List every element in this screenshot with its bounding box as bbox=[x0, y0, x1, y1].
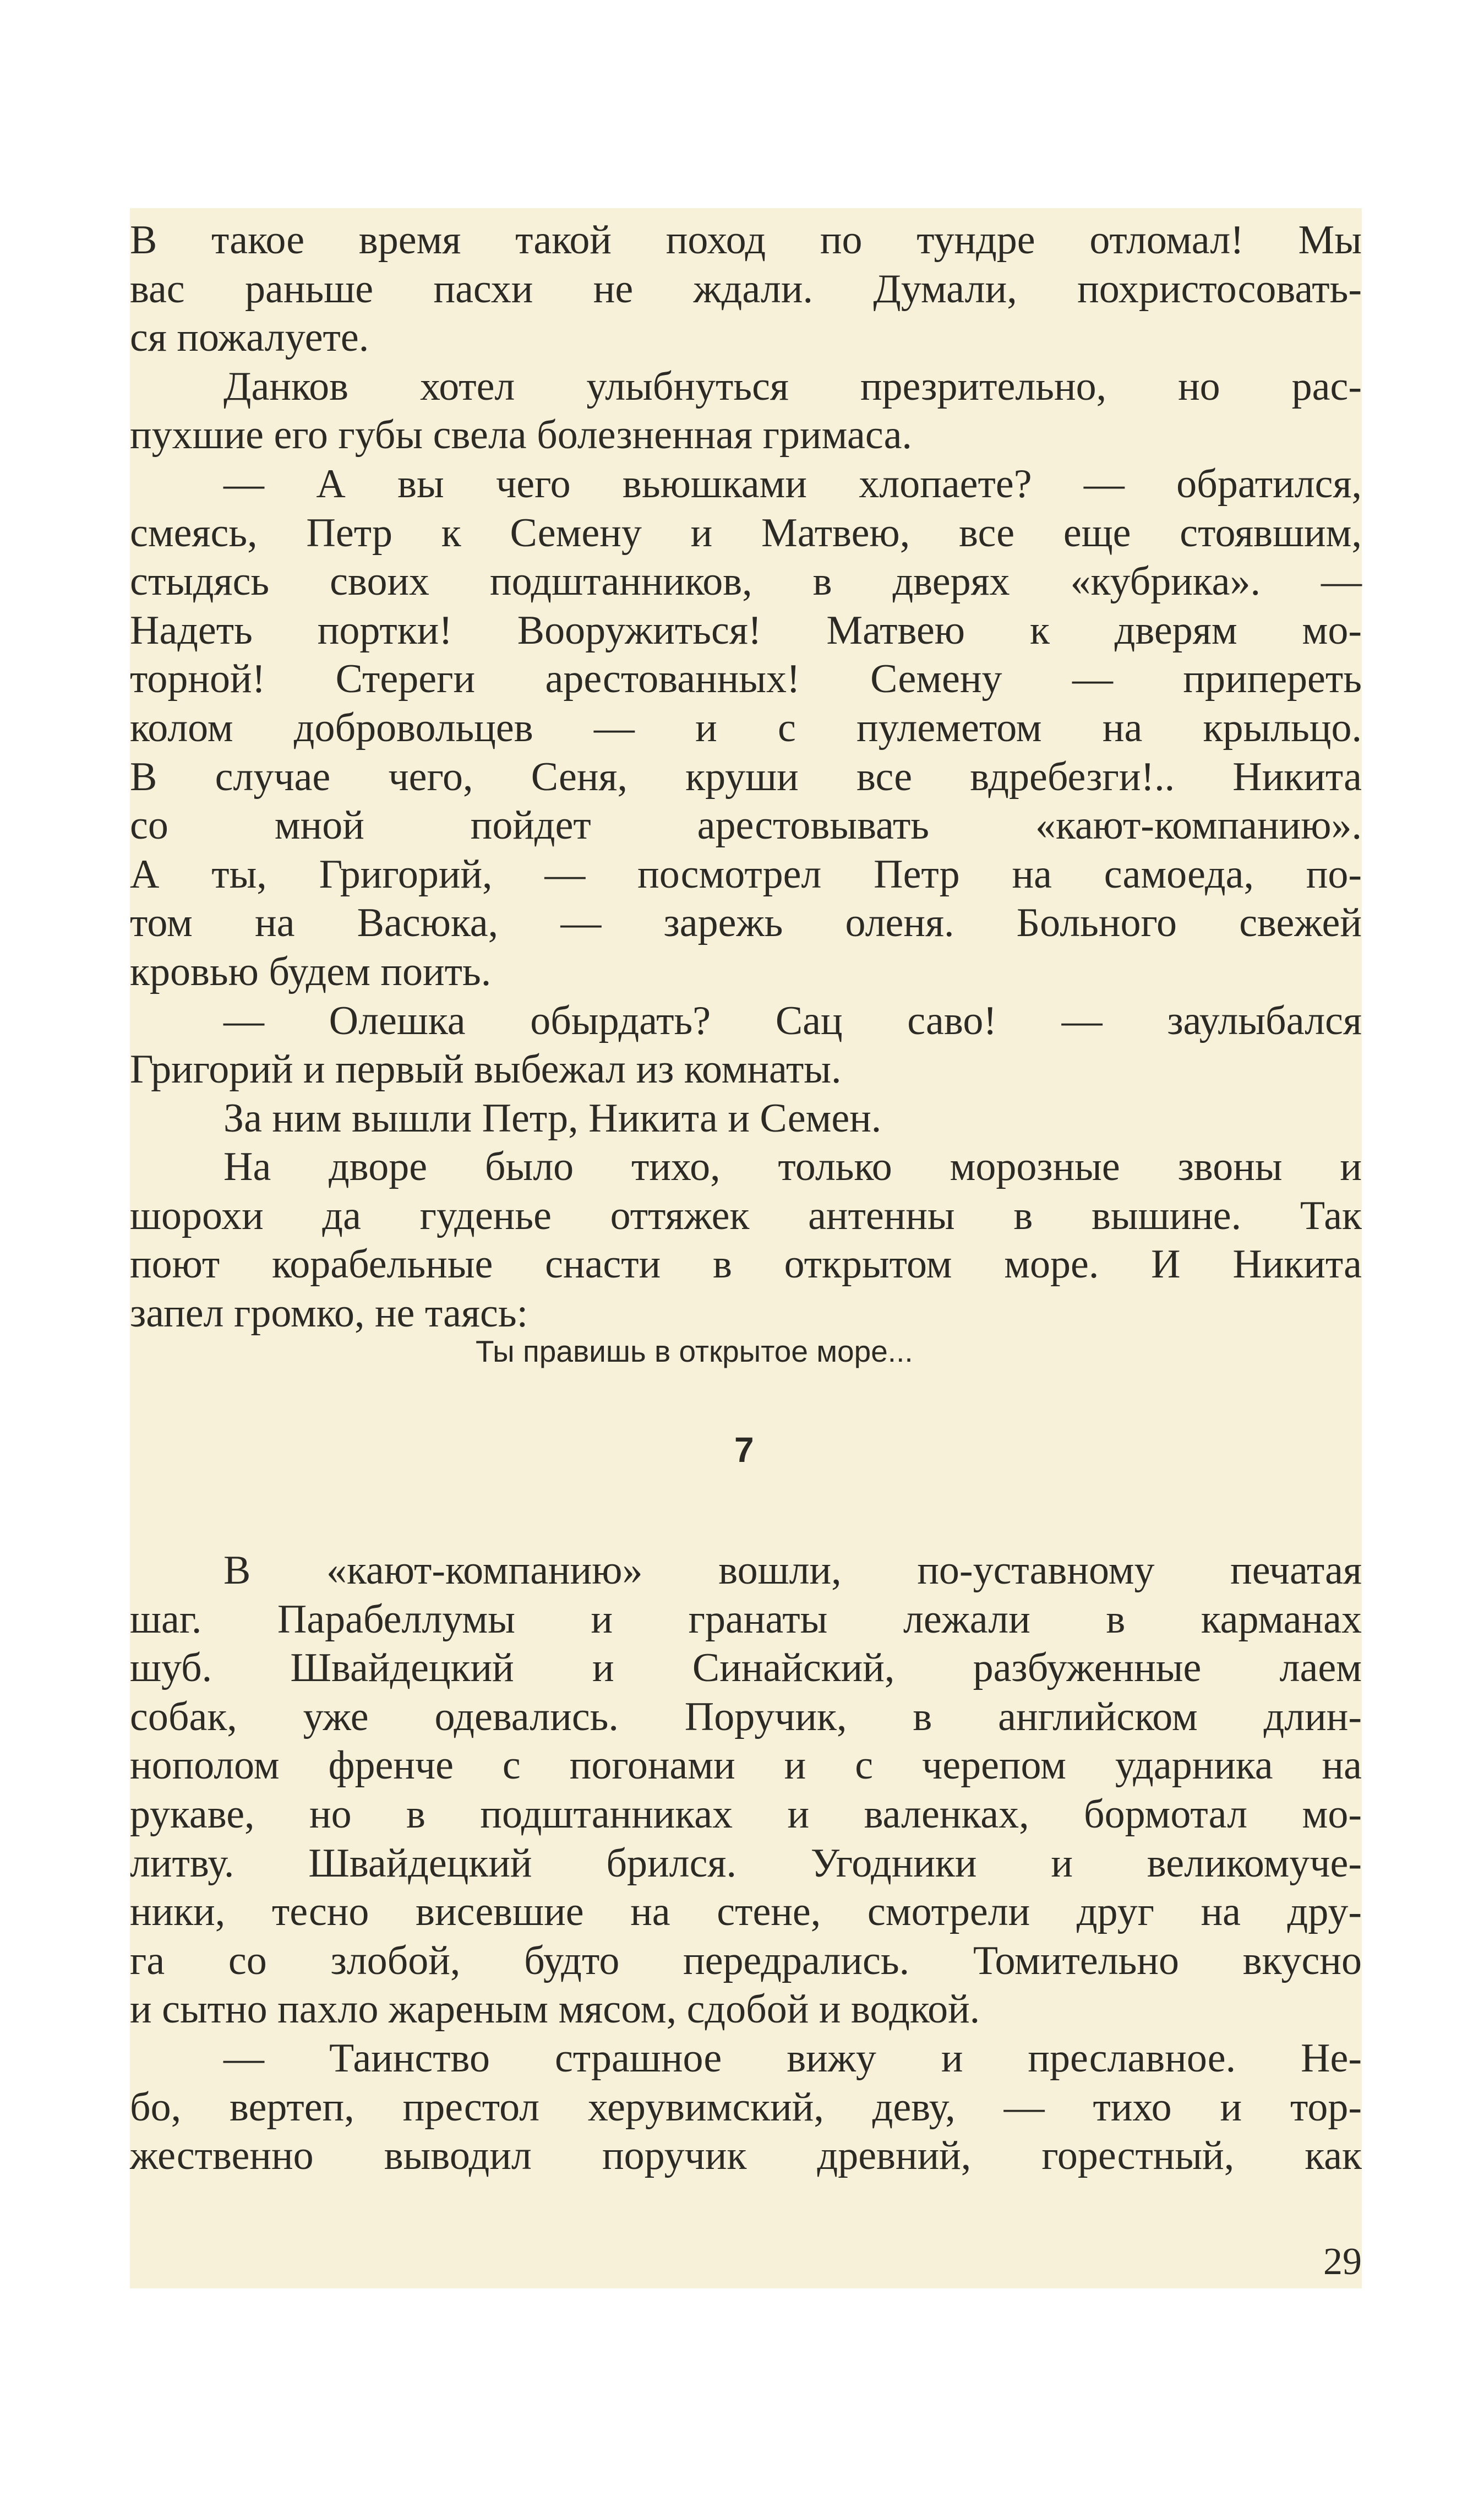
text-line: — А вы чего вьюшками хлопаете? — обратился, bbox=[223, 461, 1362, 507]
text-line: Данков хотел улыбнуться презрительно, но рас- bbox=[223, 363, 1362, 409]
text-line: — Олешка обырдать? Сац саво! — заулыбался bbox=[223, 998, 1362, 1043]
text-line: ся пожалуете. bbox=[130, 315, 369, 361]
text-line: стыдясь своих подштанников, в дверях «кубрика». — bbox=[130, 559, 1362, 605]
page-number: 29 bbox=[1323, 2241, 1362, 2283]
chapter-number: 7 bbox=[734, 1430, 754, 1470]
text-line: В случае чего, Сеня, круши все вдребезги!.. Никита bbox=[130, 754, 1362, 800]
text-line: бо, вертеп, престол херувимский, деву, — тихо и тор- bbox=[130, 2084, 1362, 2130]
text-line: — Таинство страшное вижу и преславное. Не- bbox=[223, 2035, 1362, 2081]
text-line: со мной пойдет арестовывать «кают-компанию». bbox=[130, 803, 1362, 849]
text-line: рукаве, но в подштанниках и валенках, бормотал мо- bbox=[130, 1791, 1362, 1837]
text-line: и сытно пахло жареным мясом, сдобой и водкой. bbox=[130, 1987, 980, 2032]
text-line: собак, уже одевались. Поручик, в английском длин- bbox=[130, 1694, 1362, 1739]
text-line: торной! Стереги арестованных! Семену — припереть bbox=[130, 656, 1362, 702]
text-section-a bbox=[130, 216, 1362, 1338]
text-line: шуб. Швайдецкий и Синайский, разбуженные лаем bbox=[130, 1645, 1362, 1691]
text-line: ники, тесно висевшие на стене, смотрели друг на дру- bbox=[130, 1889, 1362, 1935]
text-line: Григорий и первый выбежал из комнаты. bbox=[130, 1047, 842, 1092]
verse-text: Ты правишь в открытое море... bbox=[476, 1334, 913, 1368]
text-line: жественно выводил поручик древний, горестный, как bbox=[130, 2133, 1362, 2179]
text-line: га со злобой, будто передрались. Томительно вкусно bbox=[130, 1938, 1362, 1983]
text-line: За ним вышли Петр, Никита и Семен. bbox=[223, 1095, 882, 1141]
text-line: том на Васюка, — зарежь оленя. Больного свежей bbox=[130, 900, 1362, 946]
text-line: литву. Швайдецкий брился. Угодники и великомуче- bbox=[130, 1840, 1362, 1886]
text-line: поют корабельные снасти в открытом море. И Никита bbox=[130, 1242, 1362, 1287]
text-section-b bbox=[130, 1546, 1362, 2180]
book-page bbox=[130, 208, 1362, 2288]
text-line: нополом френче с погонами и с черепом ударника на bbox=[130, 1743, 1362, 1788]
text-line: шаг. Парабеллумы и гранаты лежали в карманах bbox=[130, 1596, 1362, 1642]
text-line: смеясь, Петр к Семену и Матвею, все еще стоявшим, bbox=[130, 510, 1362, 556]
text-line: А ты, Григорий, — посмотрел Петр на самоеда, по- bbox=[130, 851, 1362, 897]
text-line: Надеть портки! Вооружиться! Матвею к дверям мо- bbox=[130, 607, 1362, 653]
text-line: В такое время такой поход по тундре отломал! Мы bbox=[130, 217, 1362, 263]
text-line: шорохи да гуденье оттяжек антенны в вышине. Так bbox=[130, 1193, 1362, 1238]
text-line: колом добровольцев — и с пулеметом на крыльцо. bbox=[130, 705, 1362, 751]
text-line: В «кают-компанию» вошли, по-уставному печатая bbox=[223, 1548, 1362, 1593]
text-line: запел громко, не таясь: bbox=[130, 1291, 528, 1336]
text-line: вас раньше пасхи не ждали. Думали, похристосовать- bbox=[130, 266, 1362, 312]
text-line: На дворе было тихо, только морозные звоны и bbox=[223, 1144, 1362, 1190]
text-line: пухшие его губы свела болезненная гримаса. bbox=[130, 412, 912, 458]
text-line: кровью будем поить. bbox=[130, 949, 492, 994]
